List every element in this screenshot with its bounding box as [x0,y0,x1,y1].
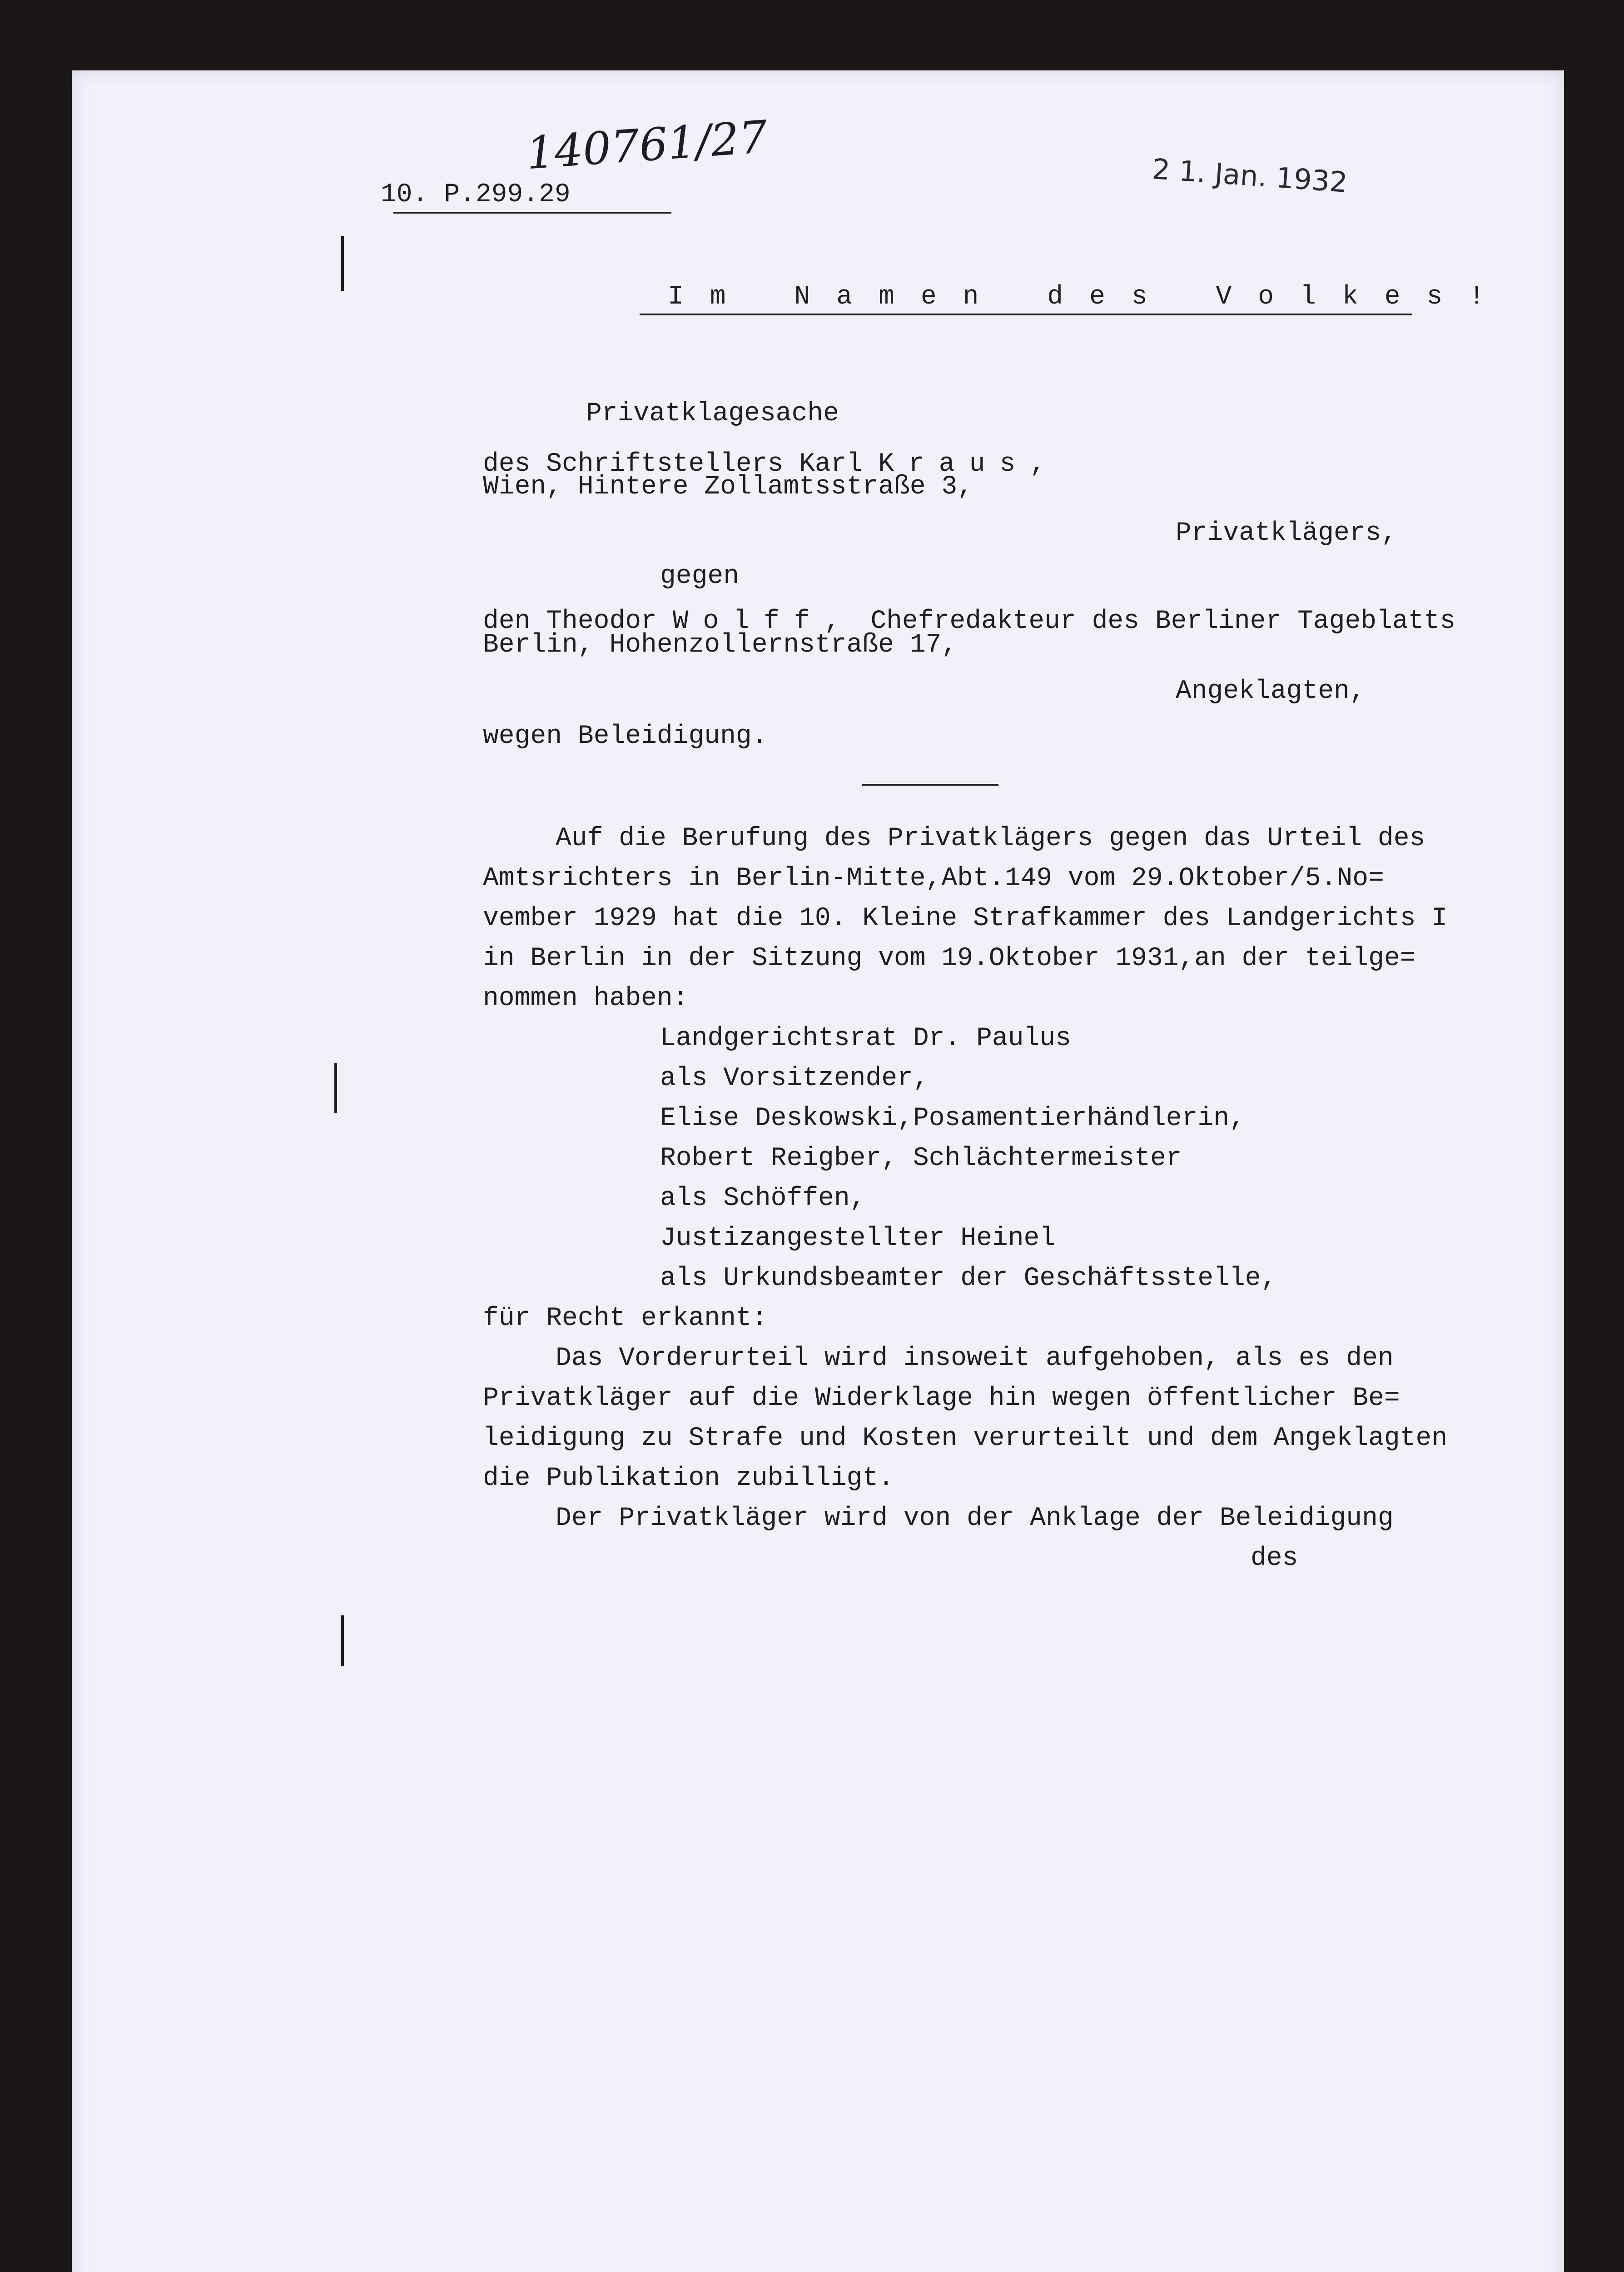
plaintiff-surname: Kraus, [878,449,1060,479]
court-member: als Vorsitzender, [660,1064,929,1093]
court-member: Landgerichtsrat Dr. Paulus [660,1024,1071,1053]
charge: wegen Beleidigung. [483,722,768,751]
verdict-intro: für Recht erkannt: [483,1304,768,1333]
court-member: als Urkundsbeamter der Geschäftsstelle, [660,1264,1277,1293]
plaintiff-role: Privatklägers, [1176,518,1397,548]
intro-line: Amtsrichters in Berlin-Mitte,Abt.149 vom 29.Oktober/5.No= [483,864,1384,893]
court-member: als Schöffen, [660,1184,866,1213]
plaintiff-line: des Schriftstellers Karl Kraus, [483,449,1060,479]
court-member: Elise Deskowski,Posamentierhändlerin, [660,1104,1245,1133]
case-number: 10. P.299.29 [381,180,571,209]
intro-line: vember 1929 hat die 10. Kleine Strafkammer des Landgerichts I [483,904,1448,933]
court-member: Robert Reigber, Schlächtermeister [660,1144,1182,1173]
defendant-role: Angeklagten, [1176,677,1366,706]
verdict-line: Das Vorderurteil wird insoweit aufgehoben, als es den [556,1344,1394,1373]
handwritten-reference: 140761/27 [524,111,770,180]
section-divider [862,784,998,786]
intro-line: in Berlin in der Sitzung vom 19.Oktober 1931,an der teilge= [483,944,1416,973]
margin-mark [341,1615,344,1666]
document-title: Im Namen des Volkes! [668,282,1511,312]
defendant-line: den Theodor Wolff, Chefredakteur des Berliner Tageblatts [483,607,1456,636]
case-type: Privatklagesache [586,399,839,428]
versus: gegen [660,562,740,591]
defendant-surname: Wolff, [672,607,855,636]
intro-line: Auf die Berufung des Privatklägers gegen das Urteil des [556,824,1425,853]
verdict-line: Privatkläger auf die Widerklage hin wegen öffentlicher Be= [483,1384,1400,1413]
catchword: des [1251,1544,1298,1573]
verdict-line: leidigung zu Strafe und Kosten verurteilt und dem Angeklagten [483,1424,1448,1453]
plaintiff-address: Wien, Hintere Zollamtsstraße 3, [483,472,973,502]
margin-mark [334,1063,337,1113]
verdict-line: die Publikation zubilligt. [483,1464,894,1493]
title-underline [640,314,1412,315]
margin-mark [341,236,344,291]
intro-line: nommen haben: [483,984,689,1013]
court-member: Justizangestellter Heinel [660,1224,1056,1253]
final-line: Der Privatkläger wird von der Anklage der Beleidigung [556,1504,1394,1533]
document-page [72,70,1564,2272]
date-stamp: 2 1. Jan. 1932 [1151,152,1349,199]
defendant-address: Berlin, Hohenzollernstraße 17, [483,630,958,660]
case-number-underline [393,212,671,214]
